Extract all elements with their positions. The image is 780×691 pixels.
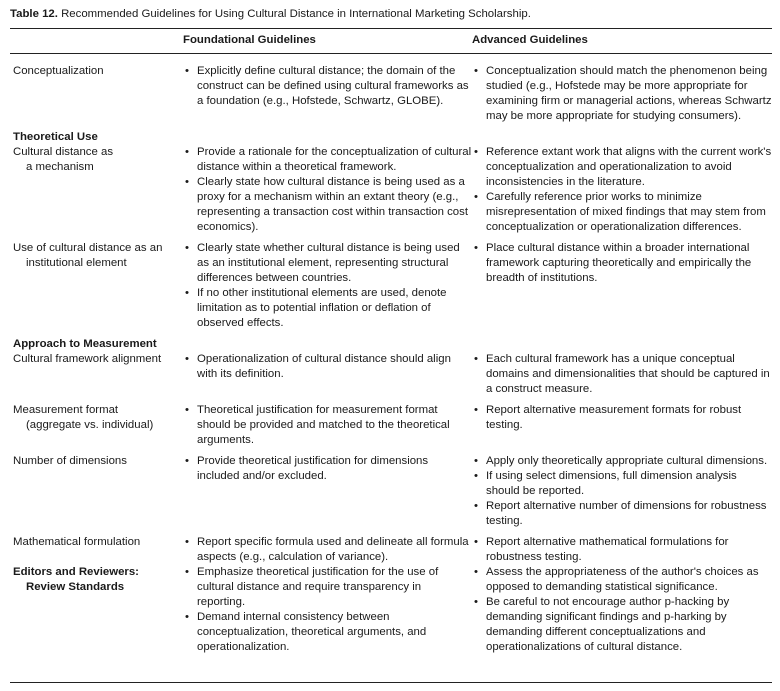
row-label-line: Conceptualization [13, 65, 104, 77]
guideline-item: • Report specific formula used and delineate all formula aspects (e.g., calculation of variance). [183, 535, 472, 565]
advanced-guidelines-cell [472, 565, 772, 655]
row-label [10, 241, 183, 337]
row-label-line: Measurement format [13, 404, 119, 416]
table-row [10, 241, 772, 337]
guideline-item: • Conceptualization should match the phenomenon being studied (e.g., Hofstede may be more appropriate for examining firm or managerial actions, whereas Schwartz may be more appropriate for studying consumers). [472, 64, 772, 124]
column-header-foundational: Foundational Guidelines [183, 34, 316, 46]
column-header-advanced: Advanced Guidelines [472, 34, 588, 46]
section-heading-line: Editors and Reviewers: [13, 566, 139, 578]
guideline-item: • Each cultural framework has a unique conceptual domains and dimensionalities that should be captured in a construct measure. [472, 352, 772, 397]
guideline-item: • Report alternative mathematical formulations for robustness testing. [472, 535, 772, 565]
advanced-guidelines-list [472, 352, 772, 397]
guideline-item: • Provide theoretical justification for dimensions included and/or excluded. [183, 454, 472, 484]
advanced-guidelines-cell [472, 130, 772, 145]
table-row [10, 352, 772, 403]
guideline-item: • If no other institutional elements are used, denote limitation as to potential inflation or deflation of observed effects. [183, 286, 472, 331]
foundational-guidelines-cell [183, 454, 472, 535]
foundational-guidelines-cell [183, 535, 472, 565]
advanced-guidelines-list [472, 241, 772, 286]
table-caption-text: Recommended Guidelines for Using Cultural Distance in International Marketing Scholarship. [61, 8, 531, 20]
row-label-line: a mechanism [26, 161, 94, 173]
table-caption-label: Table 12. [10, 8, 58, 20]
guideline-item: • Operationalization of cultural distance should align with its definition. [183, 352, 472, 382]
table-row [10, 54, 772, 131]
guideline-item: • Report alternative measurement formats for robust testing. [472, 403, 772, 433]
advanced-guidelines-list [472, 64, 772, 124]
table-caption [10, 0, 772, 22]
guideline-item: • Provide a rationale for the conceptualization of cultural distance within a theoretical framework. [183, 145, 472, 175]
foundational-guidelines-list [183, 454, 472, 484]
row-label [10, 145, 183, 241]
table-section-row [10, 337, 772, 352]
foundational-guidelines-cell [183, 337, 472, 352]
guideline-item: • Theoretical justification for measurement format should be provided and matched to the theoretical arguments. [183, 403, 472, 448]
advanced-guidelines-cell [472, 145, 772, 241]
guidelines-table [10, 29, 772, 655]
table-header-row [10, 29, 772, 54]
row-label [10, 535, 183, 565]
table-bottom-rule [10, 682, 772, 683]
guideline-item: • Place cultural distance within a broader international framework capturing theoretically and empirically the breadth of institutions. [472, 241, 772, 286]
row-label-line: Number of dimensions [13, 455, 127, 467]
row-label [10, 454, 183, 535]
row-label-line: Cultural distance as [13, 146, 114, 158]
guideline-item: • Clearly state how cultural distance is being used as a proxy for a mechanism within an extant theory (e.g., representing a transaction cost within transaction cost economics). [183, 175, 472, 235]
guideline-item: • If using select dimensions, full dimension analysis should be reported. [472, 469, 772, 499]
advanced-guidelines-cell [472, 241, 772, 337]
foundational-guidelines-cell [183, 54, 472, 131]
advanced-guidelines-list [472, 145, 772, 235]
guideline-item: • Carefully reference prior works to minimize misrepresentation of mixed findings that may stem from conceptualization or operationalization differences. [472, 190, 772, 235]
foundational-guidelines-list [183, 535, 472, 565]
table-row [10, 454, 772, 535]
table-row [10, 403, 772, 454]
table-row [10, 535, 772, 565]
foundational-guidelines-list [183, 403, 472, 448]
table-section-row [10, 565, 772, 655]
table-section-row [10, 130, 772, 145]
guideline-item: • Be careful to not encourage author p-hacking by demanding significant findings and p-harking by demanding different conceptualizations and operationalizations of cultural distance. [472, 595, 772, 655]
section-heading-line: Approach to Measurement [13, 338, 157, 350]
row-label-line: Mathematical formulation [13, 536, 141, 548]
advanced-guidelines-list [472, 403, 772, 433]
table-body [10, 54, 772, 656]
foundational-guidelines-list [183, 145, 472, 235]
guideline-item: • Report alternative number of dimensions for robustness testing. [472, 499, 772, 529]
column-header-topic [10, 29, 183, 54]
foundational-guidelines-cell [183, 241, 472, 337]
guideline-item: • Reference extant work that aligns with the current work's conceptualization and operationalization to avoid inconsistencies in the literature. [472, 145, 772, 190]
guideline-item: • Emphasize theoretical justification for the use of cultural distance and require transparency in reporting. [183, 565, 472, 610]
row-label [10, 54, 183, 131]
advanced-guidelines-cell [472, 337, 772, 352]
advanced-guidelines-cell [472, 352, 772, 403]
guideline-item: • Assess the appropriateness of the author's choices as opposed to demanding statistical significance. [472, 565, 772, 595]
advanced-guidelines-cell [472, 54, 772, 131]
guideline-item: • Apply only theoretically appropriate cultural dimensions. [472, 454, 772, 469]
foundational-guidelines-cell [183, 403, 472, 454]
foundational-guidelines-cell [183, 145, 472, 241]
row-label [10, 403, 183, 454]
advanced-guidelines-list [472, 454, 772, 529]
advanced-guidelines-list [472, 535, 772, 565]
guideline-item: • Clearly state whether cultural distance is being used as an institutional element, representing structural differences between countries. [183, 241, 472, 286]
foundational-guidelines-cell [183, 352, 472, 403]
section-heading [10, 130, 183, 145]
guideline-item: • Explicitly define cultural distance; the domain of the construct can be defined using cultural frameworks as a foundation (e.g., Hofstede, Schwartz, GLOBE). [183, 64, 472, 109]
row-label-line: Use of cultural distance as an [13, 242, 163, 254]
section-heading [10, 337, 183, 352]
row-label [10, 352, 183, 403]
section-heading-line: Review Standards [26, 581, 125, 593]
foundational-guidelines-list [183, 64, 472, 109]
section-heading-line: Theoretical Use [13, 131, 98, 143]
row-label-line: Cultural framework alignment [13, 353, 162, 365]
foundational-guidelines-list [183, 565, 472, 655]
row-label-line: institutional element [26, 257, 127, 269]
foundational-guidelines-list [183, 241, 472, 331]
row-label-line: (aggregate vs. individual) [26, 419, 154, 431]
foundational-guidelines-cell [183, 565, 472, 655]
guideline-item: • Demand internal consistency between conceptualization, theoretical arguments, and operationalization. [183, 610, 472, 655]
foundational-guidelines-list [183, 352, 472, 382]
advanced-guidelines-cell [472, 535, 772, 565]
advanced-guidelines-cell [472, 403, 772, 454]
advanced-guidelines-list [472, 565, 772, 655]
table-row [10, 145, 772, 241]
section-heading [10, 565, 183, 655]
foundational-guidelines-cell [183, 130, 472, 145]
advanced-guidelines-cell [472, 454, 772, 535]
